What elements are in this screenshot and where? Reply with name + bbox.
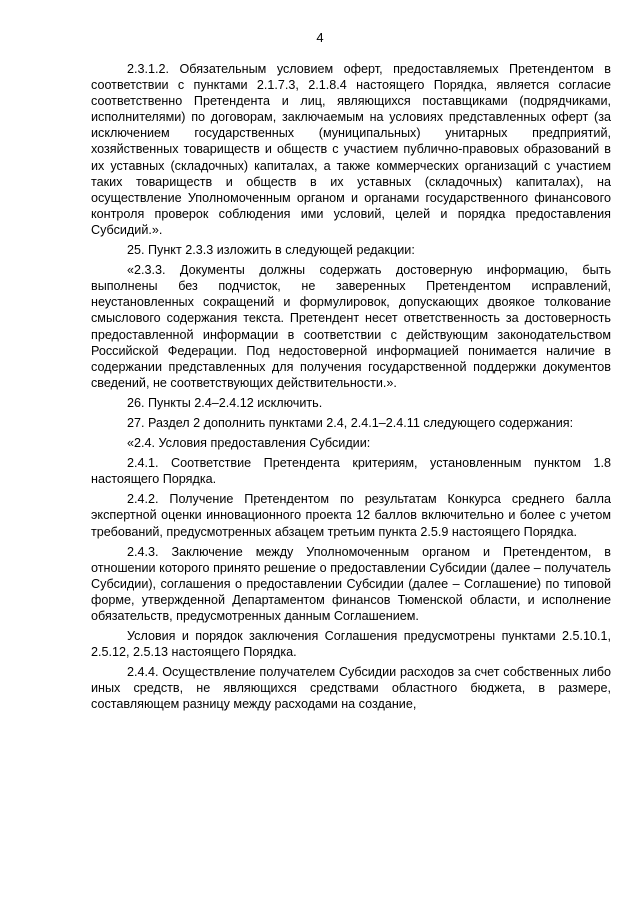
page-number: 4: [316, 30, 324, 45]
paragraph-2-4-4: 2.4.4. Осуществление получателем Субсидии расходов за счет собственных либо иных средств, не являющихся средствами областного бюджета, в размере, составляющем разницу между расходами на создание,: [91, 665, 611, 712]
paragraph-2-3-3: «2.3.3. Документы должны содержать достоверную информацию, быть выполнены без подчисток, не заверенных Претендентом исправлений, неустановленных сокращений и формулировок, допускающих двоякое толкование смыслового содержания текста. Претендент несет ответственность за достоверность предоставленной информации в соответствии с действующим законодательством Российской Федерации. Под недостоверной информацией понимается наличие в содержании представленных для получения государственной поддержки документов сведений, не соответствующих действительности.».: [91, 263, 611, 390]
paragraph-2-4-1: 2.4.1. Соответствие Претендента критериям, установленным пунктом 1.8 настоящего Порядка.: [91, 456, 611, 487]
paragraph-item-26: 26. Пункты 2.4–2.4.12 исключить.: [127, 395, 323, 410]
paragraph-agreement-conditions: Условия и порядок заключения Соглашения предусмотрены пунктами 2.5.10.1, 2.5.12, 2.5.13 настоящего Порядка.: [91, 629, 611, 660]
paragraph-item-27: 27. Раздел 2 дополнить пунктами 2.4, 2.4.1–2.4.11 следующего содержания:: [127, 415, 574, 430]
paragraph-2-4-2: 2.4.2. Получение Претендентом по результатам Конкурса среднего балла экспертной оценки инновационного проекта 12 баллов включительно и более с учетом требований, предусмотренных абзацем третьим пункта 2.5.9 настоящего Порядка.: [91, 492, 611, 539]
paragraph-2-4: «2.4. Условия предоставления Субсидии:: [127, 436, 371, 451]
paragraph-2-3-1-2: 2.3.1.2. Обязательным условием оферт, предоставляемых Претендентом в соответствии с пунктами 2.1.7.3, 2.1.8.4 настоящего Порядка, является согласие соответственно Претендента и лиц, являющихся поставщиками (подрядчиками, исполнителями) по договорам, заключаемым на условиях представленных оферт (за исключением государственных (муниципальных) унитарных предприятий, хозяйственных товариществ и обществ с участием публично-правовых образований в их уставных (складочных) капиталах, а также коммерческих организаций с участием таких товариществ и обществ в их уставных (складочных) капиталах), на осуществление Уполномоченным органом и органами государственного финансового контроля проверок соблюдения ими условий, целей и порядка предоставления Субсидий.».: [91, 62, 611, 237]
document-body: [91, 61, 611, 717]
paragraph-item-25: 25. Пункт 2.3.3 изложить в следующей редакции:: [127, 243, 415, 258]
paragraph-2-4-3: 2.4.3. Заключение между Уполномоченным органом и Претендентом, в отношении которого принято решение о предоставлении Субсидии (далее – получатель Субсидии), соглашения о предоставлении Субсидии (далее – Соглашение) по типовой форме, утвержденной Департаментом финансов Тюменской области, и исполнение обязательств, предусмотренных данным Соглашением.: [91, 544, 611, 623]
